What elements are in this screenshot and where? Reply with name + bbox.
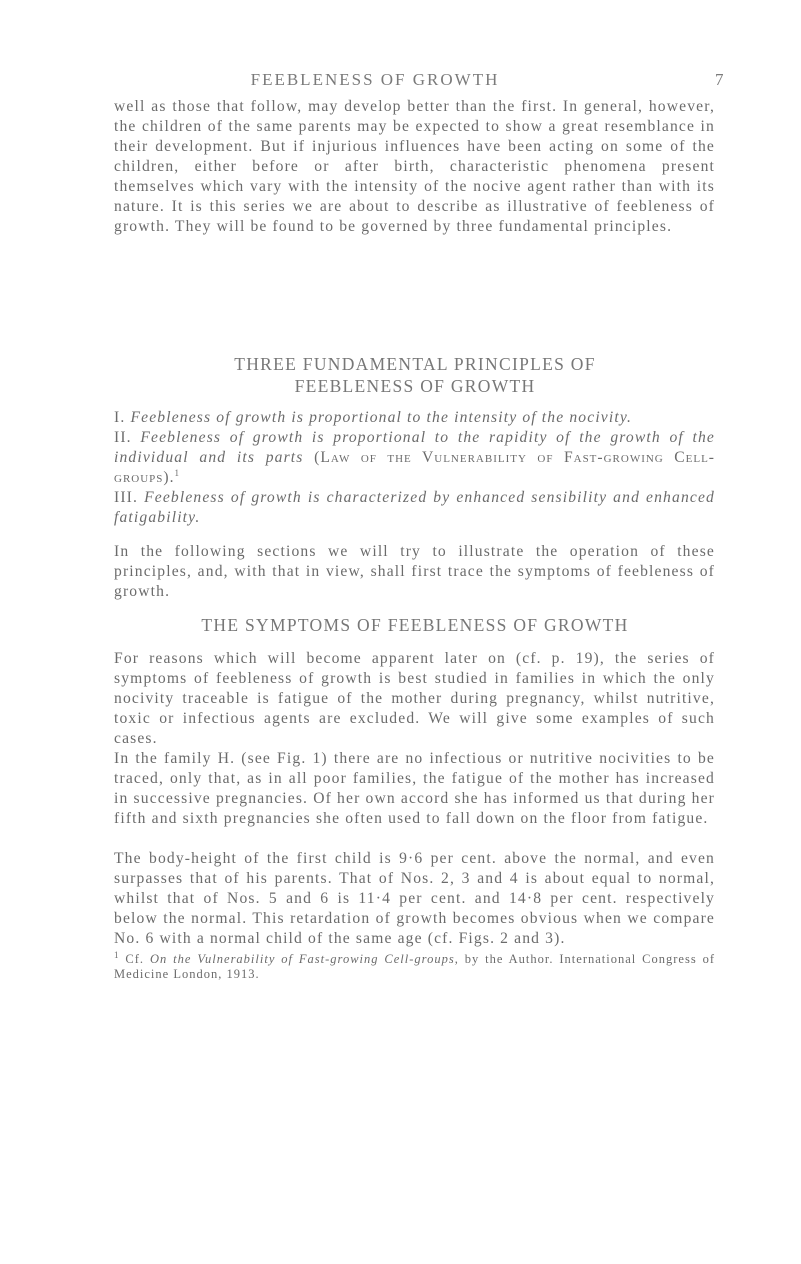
footnote [114, 949, 716, 982]
principle-text: Feebleness of growth is characterized by enhanced sensibility and enhanced fatigability. [114, 489, 715, 526]
principles-list [114, 408, 715, 528]
running-title: FEEBLENESS OF GROWTH [250, 70, 500, 89]
intro-paragraph: well as those that follow, may develop better than the first. In general, however, the children of the same parents may be expected to show a great resemblance in their development. But if injurious influences have been acting on some of the children, either before or after birth, characteristic phenomena present themselves which vary with the intensity of the nocive agent rather than with its nature. It is this series we are about to describe as illustrative of feebleness of growth. They will be found to be governed by three fundamental principles. [114, 98, 715, 235]
heading-line-2: FEEBLENESS OF GROWTH [294, 376, 536, 396]
page-number: 7 [715, 70, 724, 89]
principle-number: III. [114, 489, 139, 506]
principle-3 [114, 488, 715, 528]
symptoms-paragraph-1: For reasons which will become apparent later on (cf. p. 19), the series of symptoms of feebleness of growth is best studied in families in which the only nocivity traceable is fatigue of the mother during pregnancy, whilst nutritive, toxic or infectious agents are excluded. We will give some examples of such cases. [114, 650, 715, 747]
principle-2 [114, 428, 715, 488]
symptoms-paragraph-2: In the family H. (see Fig. 1) there are no infectious or nutritive nocivities to be traced, only that, as in all poor families, the fatigue of the mother has increased in successive pregnancies. Of her own accord she has informed us that during her fifth and sixth pregnancies she often used to fall down on the floor from fatigue. [114, 750, 715, 827]
footnote-rest: , by the Author. International Congress of Medicine London, 1913. [114, 952, 716, 981]
law-name: (Law of the Vulnerability of Fast-growing Cell-groups). [114, 449, 715, 486]
section-heading-symptoms: THE SYMPTOMS OF FEEBLENESS OF GROWTH [201, 615, 629, 635]
principle-number: I. [114, 409, 126, 426]
footnote-marker: 1 [114, 949, 120, 960]
footnote-prefix: Cf. [125, 952, 145, 966]
principle-text: Feebleness of growth is proportional to the rapidity of the growth of the individual and its parts [114, 429, 715, 466]
symptoms-paragraph-3: The body-height of the first child is 9·6 per cent. above the normal, and even surpasses that of his parents. That of Nos. 2, 3 and 4 is about equal to normal, whilst that of Nos. 5 and 6 is 11·4 per cent. and 14·8 per cent. respectively below the normal. This retardation of growth becomes obvious when we compare No. 6 with a normal child of the same age (cf. Figs. 2 and 3). [114, 850, 715, 947]
principle-text: Feebleness of growth is proportional to the intensity of the nocivity. [130, 409, 633, 426]
heading-line-1: THREE FUNDAMENTAL PRINCIPLES OF [234, 354, 596, 374]
section-heading-principles [100, 353, 730, 397]
footnote-ref: 1 [174, 467, 181, 478]
principle-1 [114, 408, 715, 428]
principle-number: II. [114, 429, 132, 446]
footnote-title: On the Vulnerability of Fast-growing Cell-groups [149, 952, 455, 966]
followup-paragraph: In the following sections we will try to illustrate the operation of these principles, and, with that in view, shall first trace the symptoms of feebleness of growth. [114, 543, 715, 600]
